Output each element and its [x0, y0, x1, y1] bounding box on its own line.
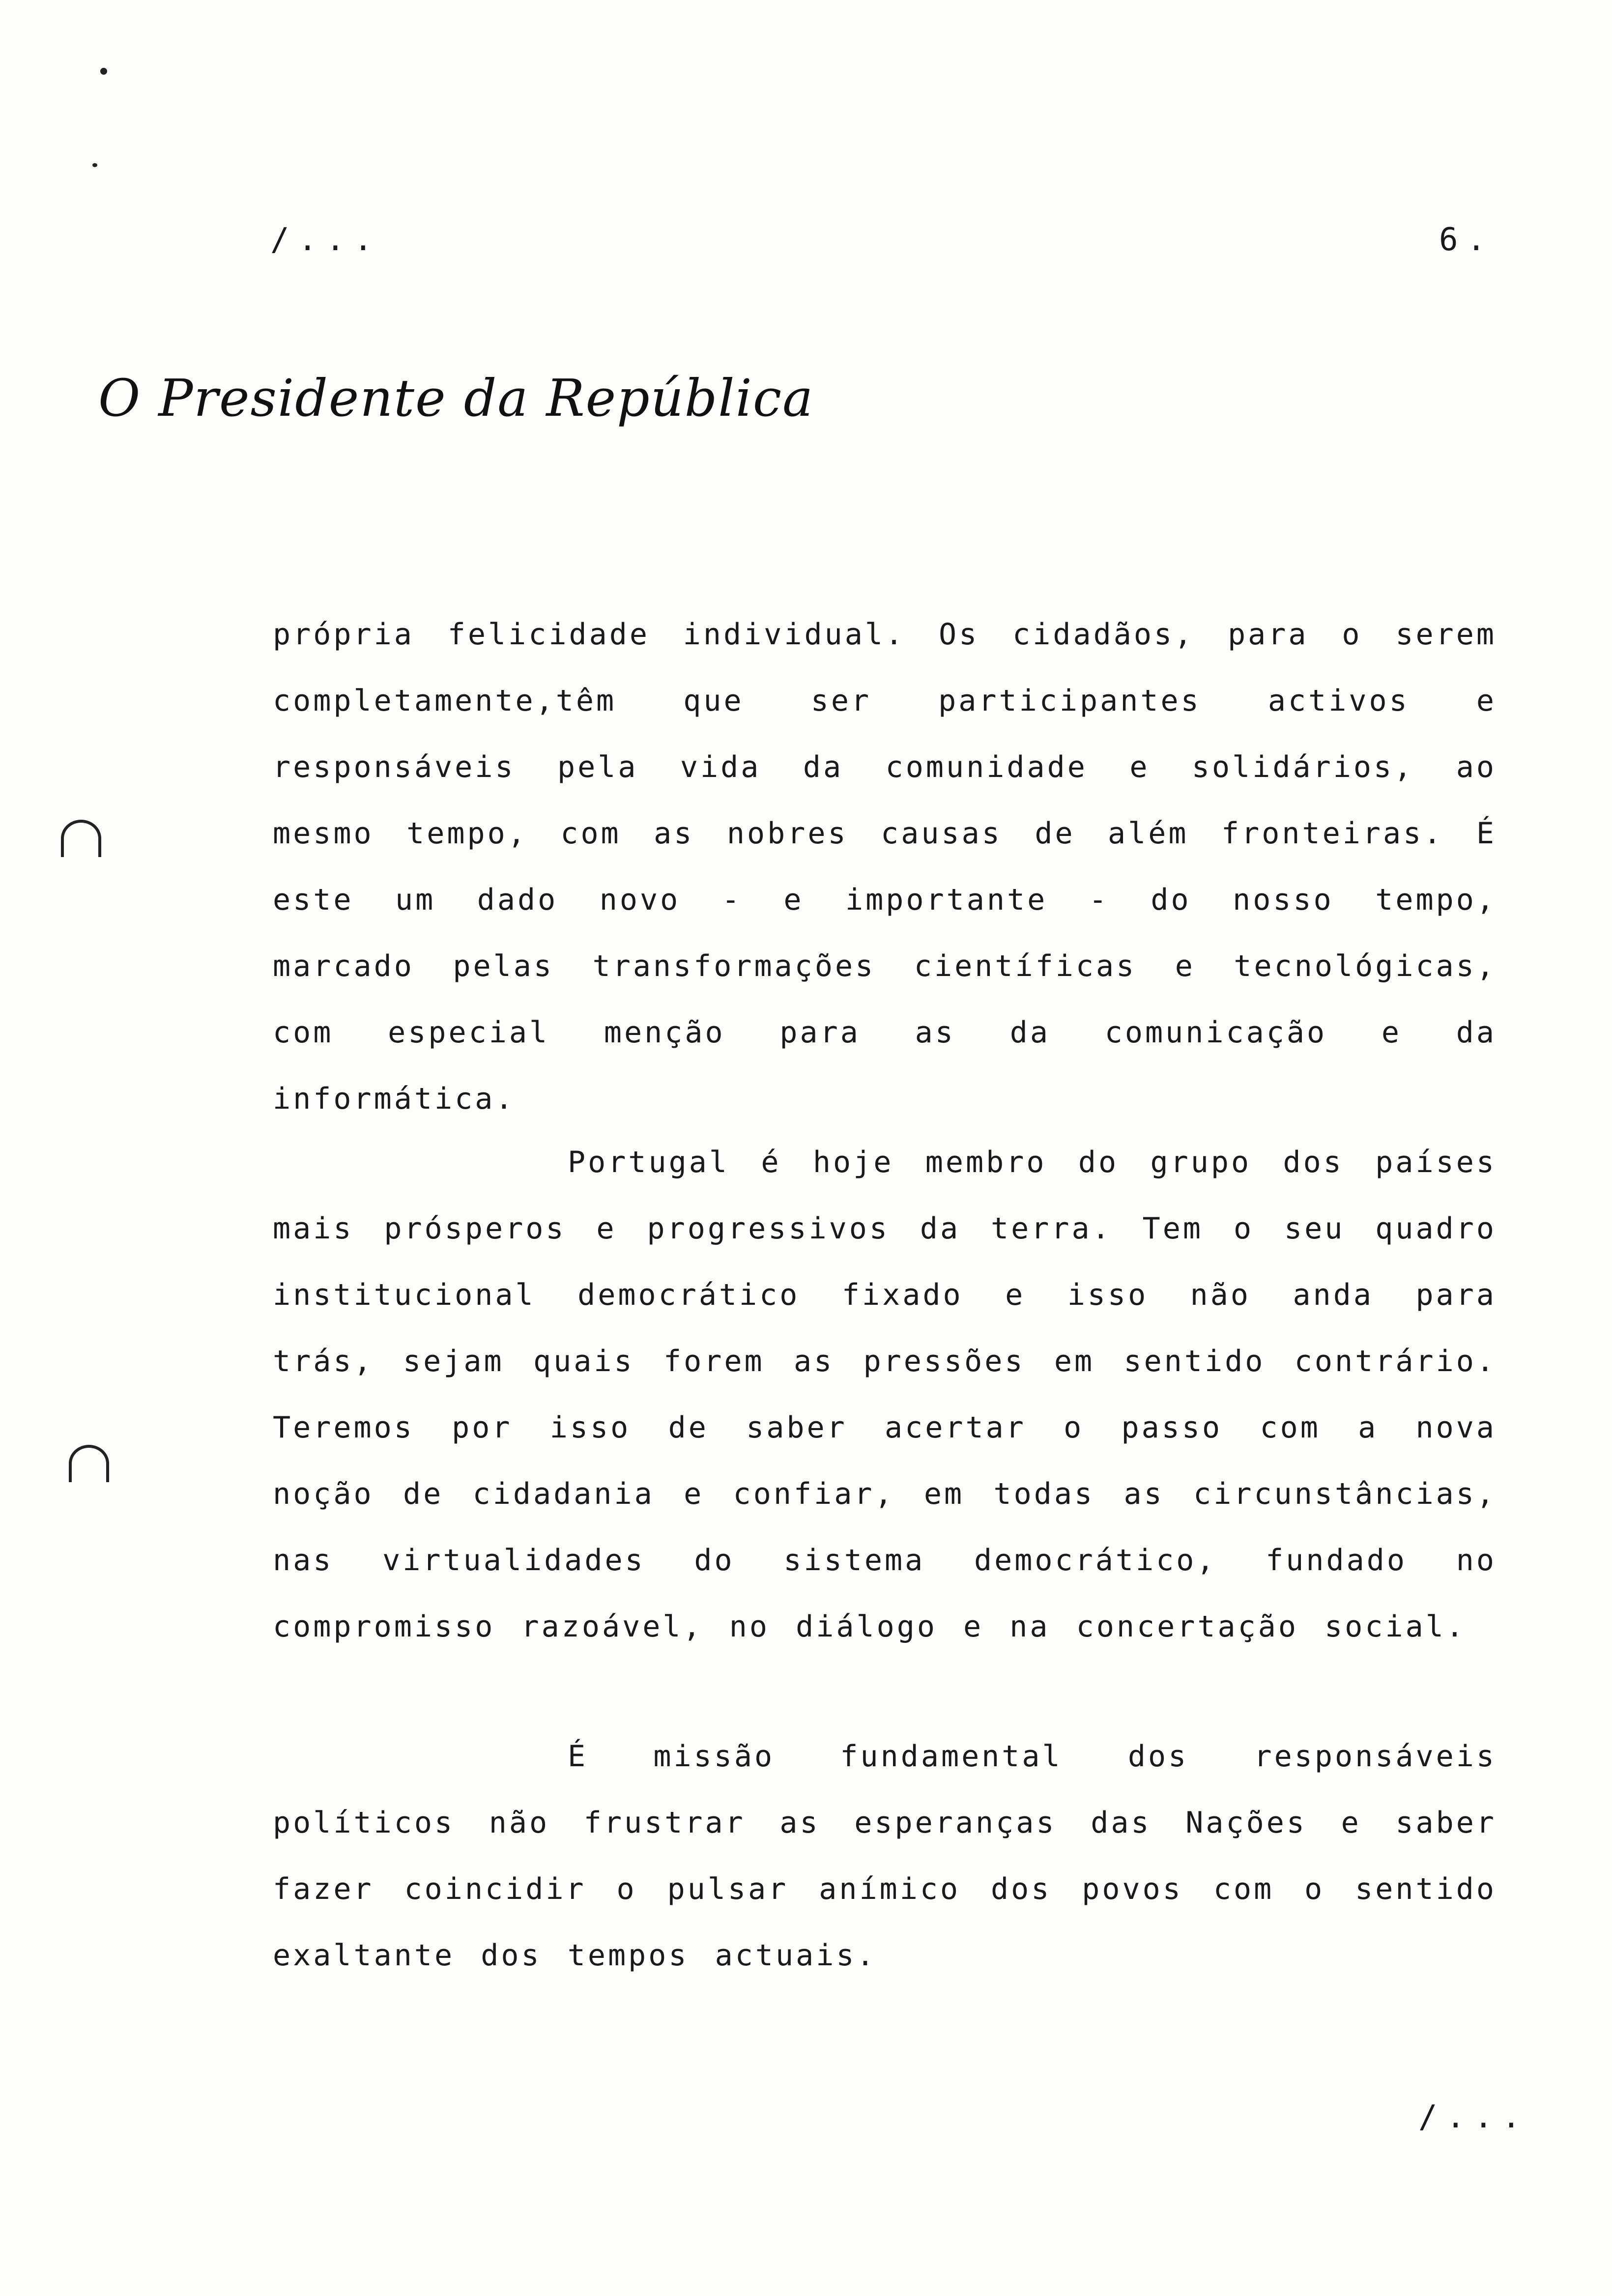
- punch-hole-mark: [69, 1445, 109, 1482]
- body-paragraph: [273, 1129, 1497, 1660]
- top-continuation-mark: /...: [270, 222, 382, 258]
- body-paragraph: [273, 602, 1497, 1132]
- body-paragraph: [273, 1723, 1497, 1989]
- paragraph-text: própria felicidade individual. Os cidadãos, para o serem completamente,têm que ser participantes activos e responsáveis pela vida da comunidade e solidários, ao mesmo tempo, com as nobres causas de além fronteiras. É este um dado novo - e importante - do nosso tempo, marcado pelas transformações científicas e tecnológicas, com especial menção para as da comunicação e da informática.: [273, 617, 1497, 1116]
- paragraph-text: É missão fundamental dos responsáveis políticos não frustrar as esperanças das Nações e saber fazer coincidir o pulsar anímico dos povos com o sentido exaltante dos tempos actuais.: [273, 1739, 1497, 1973]
- letterhead-title: O Presidente da República: [98, 368, 814, 428]
- page-number: 6.: [1439, 222, 1495, 258]
- punch-hole-mark: [61, 820, 101, 857]
- scan-speck: [100, 68, 107, 75]
- scan-speck: [92, 163, 97, 167]
- bottom-continuation-mark: /...: [1418, 2099, 1530, 2135]
- paragraph-text: Portugal é hoje membro do grupo dos países mais prósperos e progressivos da terra. Tem o seu quadro institucional democrático fixado e isso não anda para trás, sejam quais forem as pressões em sentido contrário. Teremos por isso de saber acertar o passo com a nova noção de cidadania e confiar, em todas as circunstâncias, nas virtualidades do sistema democrático, fundado no compromisso razoável, no diálogo e na concertação social.: [273, 1145, 1497, 1644]
